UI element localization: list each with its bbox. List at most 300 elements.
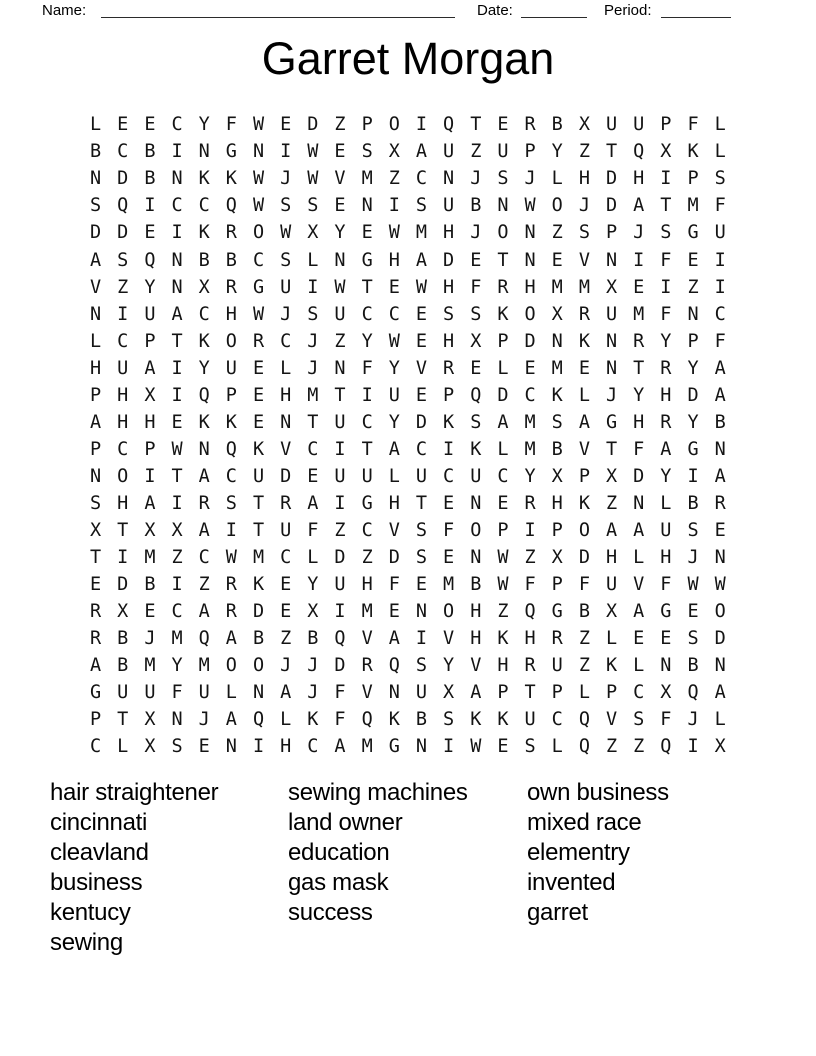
grid-letter: G xyxy=(687,222,699,244)
grid-letter: L xyxy=(225,682,237,704)
grid-letter: C xyxy=(307,736,319,758)
grid-letter: V xyxy=(415,357,428,379)
grid-letter: N xyxy=(225,736,237,758)
grid-letter: C xyxy=(198,547,210,569)
grid-letter: C xyxy=(307,438,319,460)
grid-letter: L xyxy=(605,628,618,650)
grid-letter: E xyxy=(443,492,455,514)
grid-letter: E xyxy=(90,574,102,596)
word-bank-item: mixed race xyxy=(527,809,642,836)
grid-letter: U xyxy=(280,276,292,298)
grid-letter: Y xyxy=(660,330,672,352)
grid-letter: E xyxy=(144,114,156,136)
grid-letter: S xyxy=(415,547,428,569)
grid-letter: G xyxy=(605,411,618,433)
grid-letter: Y xyxy=(388,357,400,379)
grid-letter: J xyxy=(605,384,618,406)
grid-letter: S xyxy=(633,709,645,731)
grid-letter: L xyxy=(90,330,102,352)
grid-letter: Q xyxy=(361,709,373,731)
grid-letter: N xyxy=(280,411,292,433)
grid-letter: F xyxy=(578,574,590,596)
grid-letter: X xyxy=(714,736,726,758)
grid-letter: M xyxy=(551,276,563,298)
grid-letter: E xyxy=(524,357,536,379)
grid-letter: A xyxy=(470,682,482,704)
grid-letter: R xyxy=(497,276,509,298)
grid-letter: C xyxy=(225,465,237,487)
grid-letter: J xyxy=(280,655,292,677)
grid-letter: D xyxy=(605,195,618,217)
grid-letter: C xyxy=(117,330,129,352)
grid-letter: Z xyxy=(171,547,183,569)
grid-letter: W xyxy=(388,222,400,244)
grid-letter: P xyxy=(551,682,563,704)
grid-letter: J xyxy=(198,709,210,731)
grid-letter: K xyxy=(578,492,590,514)
grid-letter: A xyxy=(90,655,102,677)
grid-letter: E xyxy=(633,276,645,298)
grid-letter: F xyxy=(443,519,455,541)
grid-letter: F xyxy=(660,574,672,596)
grid-letter: N xyxy=(171,709,183,731)
grid-letter: P xyxy=(551,574,563,596)
grid-letter: B xyxy=(551,114,563,136)
grid-letter: K xyxy=(497,303,509,325)
grid-letter: D xyxy=(605,168,618,190)
grid-letter: O xyxy=(252,222,265,244)
word-bank-column xyxy=(50,778,218,958)
grid-letter: X xyxy=(144,519,156,541)
grid-letter: J xyxy=(307,330,319,352)
grid-letter: P xyxy=(605,222,618,244)
grid-letter: Z xyxy=(334,519,346,541)
grid-letter: R xyxy=(714,492,726,514)
grid-letter: O xyxy=(388,114,400,136)
word-bank-item: sewing xyxy=(50,929,123,956)
grid-letter: D xyxy=(280,465,292,487)
grid-letter: X xyxy=(551,303,563,325)
grid-letter: Y xyxy=(171,655,183,677)
grid-letter: A xyxy=(90,249,102,271)
grid-letter: A xyxy=(171,303,183,325)
grid-letter: D xyxy=(497,384,509,406)
grid-letter: H xyxy=(605,547,618,569)
grid-letter: J xyxy=(470,168,482,190)
grid-letter: T xyxy=(470,114,482,136)
grid-letter: Q xyxy=(660,736,672,758)
grid-letter: F xyxy=(714,330,726,352)
grid-letter: G xyxy=(361,492,373,514)
grid-letter: K xyxy=(198,168,210,190)
grid-letter: E xyxy=(198,736,210,758)
grid-letter: F xyxy=(334,709,346,731)
grid-letter: O xyxy=(497,222,509,244)
grid-letter: I xyxy=(280,141,292,163)
grid-letter: C xyxy=(117,438,129,460)
grid-letter: C xyxy=(361,411,373,433)
grid-letter: V xyxy=(578,249,590,271)
grid-letter: B xyxy=(470,574,482,596)
grid-letter: P xyxy=(90,709,102,731)
grid-letter: T xyxy=(415,492,428,514)
grid-letter: F xyxy=(334,682,346,704)
grid-letter: Y xyxy=(660,465,672,487)
grid-letter: Y xyxy=(144,276,156,298)
grid-letter: H xyxy=(443,276,455,298)
grid-letter: P xyxy=(497,330,509,352)
grid-letter: U xyxy=(225,357,237,379)
grid-letter: C xyxy=(171,601,183,623)
grid-letter: I xyxy=(171,574,183,596)
grid-letter: R xyxy=(443,357,455,379)
grid-letter: P xyxy=(90,438,102,460)
grid-letter: W xyxy=(524,195,536,217)
grid-letter: J xyxy=(687,547,699,569)
grid-letter: H xyxy=(144,411,156,433)
word-bank-item: success xyxy=(288,899,373,926)
grid-letter: J xyxy=(633,222,645,244)
grid-letter: M xyxy=(307,384,319,406)
grid-letter: R xyxy=(225,574,237,596)
grid-letter: P xyxy=(225,384,237,406)
grid-letter: K xyxy=(225,168,237,190)
grid-letter: P xyxy=(90,384,102,406)
grid-letter: K xyxy=(443,411,455,433)
grid-letter: M xyxy=(524,438,536,460)
grid-letter: S xyxy=(578,222,590,244)
grid-letter: I xyxy=(361,384,373,406)
grid-letter: R xyxy=(225,276,237,298)
grid-letter: F xyxy=(660,709,672,731)
grid-letter: T xyxy=(117,519,129,541)
grid-letter: D xyxy=(334,547,346,569)
grid-letter: W xyxy=(497,547,509,569)
grid-letter: T xyxy=(633,357,645,379)
grid-letter: H xyxy=(117,384,129,406)
grid-letter: O xyxy=(225,655,237,677)
grid-letter: U xyxy=(198,682,210,704)
grid-letter: U xyxy=(388,384,400,406)
grid-letter: I xyxy=(307,276,319,298)
grid-letter: Z xyxy=(117,276,129,298)
grid-letter: F xyxy=(307,519,319,541)
grid-letter: Z xyxy=(633,736,645,758)
grid-letter: L xyxy=(551,736,563,758)
grid-letter: N xyxy=(497,195,509,217)
grid-letter: U xyxy=(551,655,563,677)
grid-letter: D xyxy=(334,655,346,677)
grid-letter: A xyxy=(714,384,726,406)
grid-letter: L xyxy=(714,114,726,136)
grid-letter: U xyxy=(605,574,618,596)
grid-letter: S xyxy=(117,249,129,271)
grid-letter: U xyxy=(605,303,618,325)
grid-letter: W xyxy=(280,222,292,244)
grid-letter: C xyxy=(198,303,210,325)
grid-letter: U xyxy=(361,465,373,487)
grid-letter: U xyxy=(633,114,645,136)
page-title: Garret Morgan xyxy=(261,33,555,84)
grid-letter: T xyxy=(605,141,618,163)
word-bank-item: kentucy xyxy=(50,899,131,926)
grid-letter: M xyxy=(633,303,645,325)
grid-letter: Z xyxy=(497,601,509,623)
grid-letter: G xyxy=(90,682,102,704)
grid-letter: X xyxy=(144,709,156,731)
grid-letter: S xyxy=(551,411,563,433)
grid-letter: N xyxy=(687,303,699,325)
grid-letter: D xyxy=(117,168,129,190)
grid-letter: S xyxy=(443,709,455,731)
grid-letter: R xyxy=(225,601,237,623)
grid-letter: G xyxy=(361,249,373,271)
grid-letter: Z xyxy=(334,330,346,352)
grid-letter: X xyxy=(660,682,672,704)
grid-letter: B xyxy=(687,492,699,514)
grid-letter: P xyxy=(578,465,590,487)
word-bank-item: own business xyxy=(527,779,669,806)
grid-letter: M xyxy=(578,276,590,298)
grid-letter: M xyxy=(415,222,428,244)
grid-letter: Q xyxy=(687,682,699,704)
grid-letter: C xyxy=(551,709,563,731)
grid-letter: O xyxy=(714,601,726,623)
grid-letter: L xyxy=(280,709,292,731)
grid-letter: N xyxy=(524,222,536,244)
grid-letter: I xyxy=(660,276,672,298)
grid-letter: Y xyxy=(687,411,699,433)
grid-letter: C xyxy=(497,465,509,487)
grid-letter: S xyxy=(415,655,428,677)
grid-letter: H xyxy=(524,628,536,650)
grid-letter: H xyxy=(443,222,455,244)
grid-letter: J xyxy=(307,655,319,677)
grid-letter: C xyxy=(90,736,102,758)
grid-letter: I xyxy=(117,547,129,569)
grid-letter: I xyxy=(225,519,237,541)
grid-letter: E xyxy=(388,276,400,298)
grid-letter: I xyxy=(687,736,699,758)
grid-letter: M xyxy=(443,574,455,596)
grid-letter: H xyxy=(117,411,129,433)
grid-letter: E xyxy=(280,601,292,623)
name-label: Name: xyxy=(42,2,87,19)
grid-letter: Q xyxy=(225,195,237,217)
word-bank-item: hair straightener xyxy=(50,779,219,806)
grid-letter: V xyxy=(443,628,455,650)
grid-letter: Q xyxy=(470,384,482,406)
grid-letter: B xyxy=(578,601,590,623)
grid-letter: L xyxy=(307,249,319,271)
grid-letter: E xyxy=(144,601,156,623)
grid-letter: Q xyxy=(198,384,210,406)
grid-letter: P xyxy=(605,682,618,704)
grid-letter: G xyxy=(551,601,563,623)
grid-letter: K xyxy=(198,330,210,352)
grid-letter: N xyxy=(524,249,536,271)
word-bank-column xyxy=(288,778,468,928)
grid-letter: P xyxy=(497,682,509,704)
grid-letter: N xyxy=(252,141,265,163)
grid-letter: G xyxy=(660,601,672,623)
grid-letter: T xyxy=(252,492,265,514)
grid-letter: L xyxy=(307,547,319,569)
grid-letter: W xyxy=(334,276,346,298)
grid-letter: V xyxy=(578,438,590,460)
grid-letter: Z xyxy=(198,574,210,596)
grid-letter: U xyxy=(415,465,428,487)
grid-letter: X xyxy=(605,465,618,487)
grid-letter: H xyxy=(660,384,672,406)
grid-letter: D xyxy=(687,384,699,406)
grid-letter: O xyxy=(225,330,237,352)
grid-letter: F xyxy=(660,303,672,325)
grid-letter: T xyxy=(361,276,373,298)
grid-letter: W xyxy=(497,574,509,596)
grid-letter: P xyxy=(687,330,699,352)
grid-letter: V xyxy=(633,574,645,596)
grid-letter: T xyxy=(171,465,183,487)
grid-letter: D xyxy=(633,465,645,487)
grid-letter: S xyxy=(470,303,482,325)
grid-letter: N xyxy=(714,655,726,677)
grid-letter: I xyxy=(171,492,183,514)
word-bank-item: sewing machines xyxy=(288,779,468,806)
grid-letter: P xyxy=(687,168,699,190)
grid-letter: W xyxy=(470,736,482,758)
grid-letter: E xyxy=(470,249,482,271)
grid-letter: S xyxy=(90,195,102,217)
grid-letter: V xyxy=(361,628,373,650)
grid-letter: A xyxy=(714,682,726,704)
grid-letter: R xyxy=(578,303,590,325)
grid-letter: T xyxy=(497,249,509,271)
grid-letter: N xyxy=(605,357,618,379)
grid-letter: N xyxy=(605,249,618,271)
grid-letter: Q xyxy=(633,141,645,163)
grid-letter: N xyxy=(714,547,726,569)
grid-letter: Q xyxy=(388,655,400,677)
grid-letter: L xyxy=(633,655,645,677)
grid-letter: V xyxy=(470,655,482,677)
word-bank-item: land owner xyxy=(288,809,403,836)
grid-letter: E xyxy=(497,114,509,136)
grid-letter: R xyxy=(361,655,373,677)
grid-letter: I xyxy=(660,168,672,190)
grid-letter: G xyxy=(252,276,265,298)
grid-letter: L xyxy=(90,114,102,136)
grid-letter: X xyxy=(605,601,618,623)
grid-letter: O xyxy=(252,655,265,677)
grid-letter: E xyxy=(252,411,265,433)
grid-letter: U xyxy=(144,303,156,325)
grid-letter: I xyxy=(687,465,699,487)
grid-letter: H xyxy=(497,655,509,677)
grid-letter: M xyxy=(361,168,373,190)
grid-letter: V xyxy=(388,519,400,541)
grid-letter: Z xyxy=(551,222,563,244)
grid-letter: O xyxy=(524,303,536,325)
grid-letter: X xyxy=(144,736,156,758)
grid-letter: P xyxy=(443,384,455,406)
grid-letter: I xyxy=(252,736,265,758)
word-bank-column xyxy=(527,778,669,928)
grid-letter: N xyxy=(334,249,346,271)
grid-letter: K xyxy=(551,384,563,406)
grid-letter: M xyxy=(361,601,373,623)
name-blank-line xyxy=(101,1,455,18)
grid-letter: X xyxy=(171,519,183,541)
grid-letter: Q xyxy=(117,195,129,217)
grid-letter: M xyxy=(198,655,210,677)
grid-letter: Y xyxy=(443,655,455,677)
grid-letter: I xyxy=(334,601,346,623)
grid-letter: H xyxy=(388,492,400,514)
grid-letter: Z xyxy=(605,736,618,758)
grid-letter: H xyxy=(470,628,482,650)
grid-letter: S xyxy=(714,168,726,190)
word-bank-item: cleavland xyxy=(50,839,149,866)
grid-letter: C xyxy=(171,114,183,136)
grid-letter: F xyxy=(225,114,237,136)
grid-letter: E xyxy=(415,384,428,406)
grid-letter: J xyxy=(280,303,292,325)
grid-letter: H xyxy=(633,168,645,190)
grid-letter: P xyxy=(361,114,373,136)
grid-letter: Q xyxy=(144,249,156,271)
grid-letter: O xyxy=(470,519,482,541)
grid-letter: K xyxy=(198,222,210,244)
grid-letter: M xyxy=(252,547,265,569)
grid-letter: I xyxy=(714,276,726,298)
grid-letter: A xyxy=(307,492,319,514)
word-bank-item: cincinnati xyxy=(50,809,148,836)
grid-letter: J xyxy=(524,168,536,190)
wordsearch-grid xyxy=(82,112,734,761)
grid-letter: U xyxy=(334,574,346,596)
grid-letter: S xyxy=(280,249,292,271)
grid-letter: A xyxy=(633,601,645,623)
grid-letter: K xyxy=(497,709,509,731)
grid-letter: W xyxy=(687,574,699,596)
grid-letter: P xyxy=(144,438,156,460)
word-bank xyxy=(0,778,816,978)
grid-letter: T xyxy=(361,438,373,460)
grid-letter: I xyxy=(171,141,183,163)
grid-letter: E xyxy=(144,222,156,244)
grid-letter: S xyxy=(307,195,319,217)
grid-letter: C xyxy=(280,547,292,569)
grid-letter: B xyxy=(117,655,129,677)
grid-letter: A xyxy=(714,357,726,379)
grid-letter: X xyxy=(605,276,618,298)
grid-letter: W xyxy=(252,114,265,136)
grid-letter: U xyxy=(280,519,292,541)
grid-letter: A xyxy=(633,195,645,217)
grid-letter: U xyxy=(334,303,346,325)
grid-letter: N xyxy=(470,547,482,569)
grid-letter: L xyxy=(633,547,645,569)
grid-letter: Z xyxy=(687,276,699,298)
grid-letter: N xyxy=(660,655,672,677)
grid-letter: H xyxy=(578,168,590,190)
grid-letter: K xyxy=(252,438,265,460)
grid-letter: H xyxy=(660,547,672,569)
grid-letter: L xyxy=(578,384,590,406)
grid-letter: H xyxy=(361,574,373,596)
grid-letter: W xyxy=(307,141,319,163)
